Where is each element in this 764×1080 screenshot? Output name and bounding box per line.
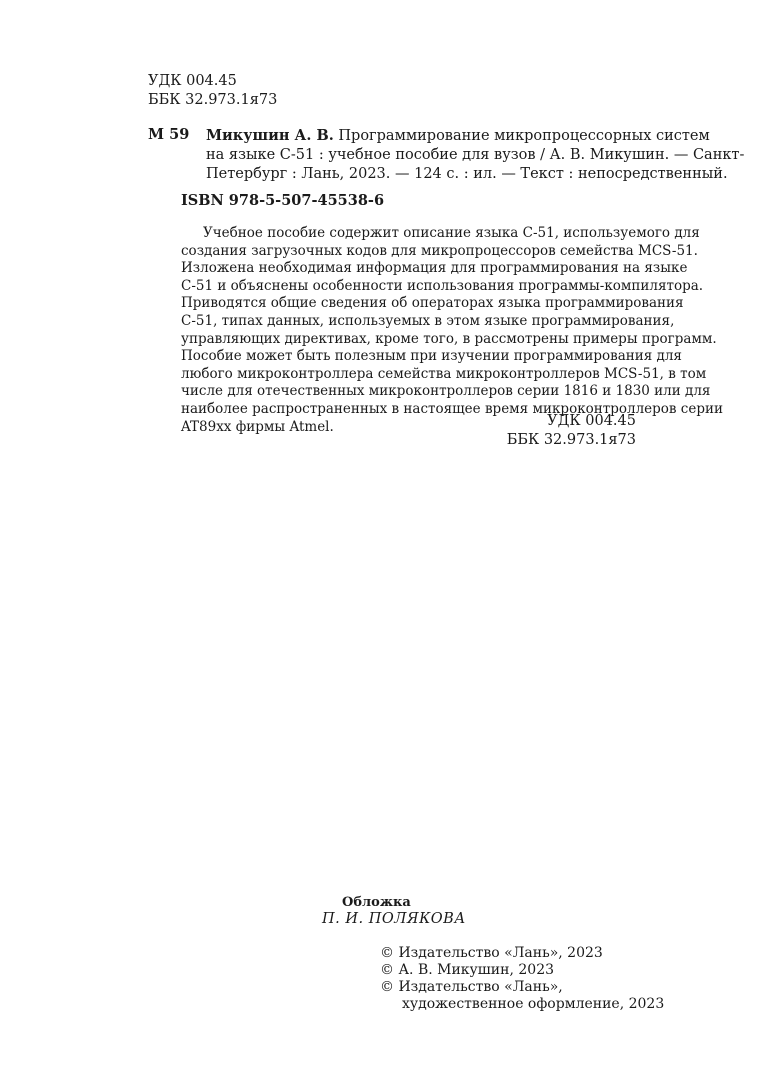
annotation-line: наиболее распространенных в настоящее время микроконтроллеров серии — [181, 400, 723, 417]
bibliographic-record — [206, 126, 745, 184]
annotation-line: Изложена необходимая информация для программирования на языке — [181, 260, 688, 277]
udk-code: УДК 004.45 — [547, 413, 636, 429]
udk-block-right — [507, 412, 636, 450]
biblio-line-1 — [206, 126, 710, 146]
copyright-line: © А. В. Микушин, 2023 — [380, 962, 555, 978]
annotation-line: Приводятся общие сведения об операторах языка программирования — [181, 295, 684, 312]
bbk-code: ББК 32.973.1я73 — [506, 432, 636, 448]
udk-code: УДК 004.45 — [148, 73, 237, 89]
annotation-line: AT89xx фирмы Atmel. — [181, 418, 334, 435]
annotation-line: любого микроконтроллера семейства микроконтроллеров MCS-51, в том — [181, 365, 707, 382]
author-name: Микушин А. В. — [206, 127, 334, 144]
annotation-line: Учебное пособие содержит описание языка С-51, используемого для — [203, 225, 700, 241]
copyright-line: © Издательство «Лань», 2023 — [380, 945, 603, 961]
copyright-block — [380, 945, 664, 1013]
title-text: Программирование микропроцессорных систем — [333, 128, 710, 144]
author-sign: М 59 — [148, 126, 190, 143]
annotation-line: создания загрузочных кодов для микропроцессоров семейства MCS-51. — [181, 242, 698, 259]
udk-block-top — [148, 72, 277, 110]
bbk-code: ББК 32.973.1я73 — [148, 92, 278, 108]
annotation-line: числе для отечественных микроконтроллеров серии 1816 и 1830 или для — [181, 383, 711, 400]
annotation-line: Пособие может быть полезным при изучении программирования для — [181, 348, 682, 365]
cover-credit-label: Обложка — [342, 895, 411, 910]
biblio-line-2: на языке С-51 : учебное пособие для вузов / А. В. Микушин. — Санкт- — [206, 147, 745, 163]
annotation — [181, 225, 723, 436]
copyright-line: художественное оформление, 2023 — [402, 996, 665, 1012]
annotation-line: С-51, типах данных, используемых в этом языке программирования, — [181, 312, 675, 329]
isbn: ISBN 978-5-507-45538-6 — [181, 192, 385, 209]
biblio-line-3: Петербург : Лань, 2023. — 124 с. : ил. — Текст : непосредственный. — [206, 166, 728, 182]
annotation-line: С-51 и объяснены особенности использования программы-компилятора. — [181, 277, 704, 294]
annotation-line: управляющих директивах, кроме того, в рассмотрены примеры программ. — [181, 330, 717, 347]
cover-designer-name: П. И. ПОЛЯКОВА — [322, 911, 466, 927]
copyright-line: © Издательство «Лань», — [380, 979, 563, 995]
